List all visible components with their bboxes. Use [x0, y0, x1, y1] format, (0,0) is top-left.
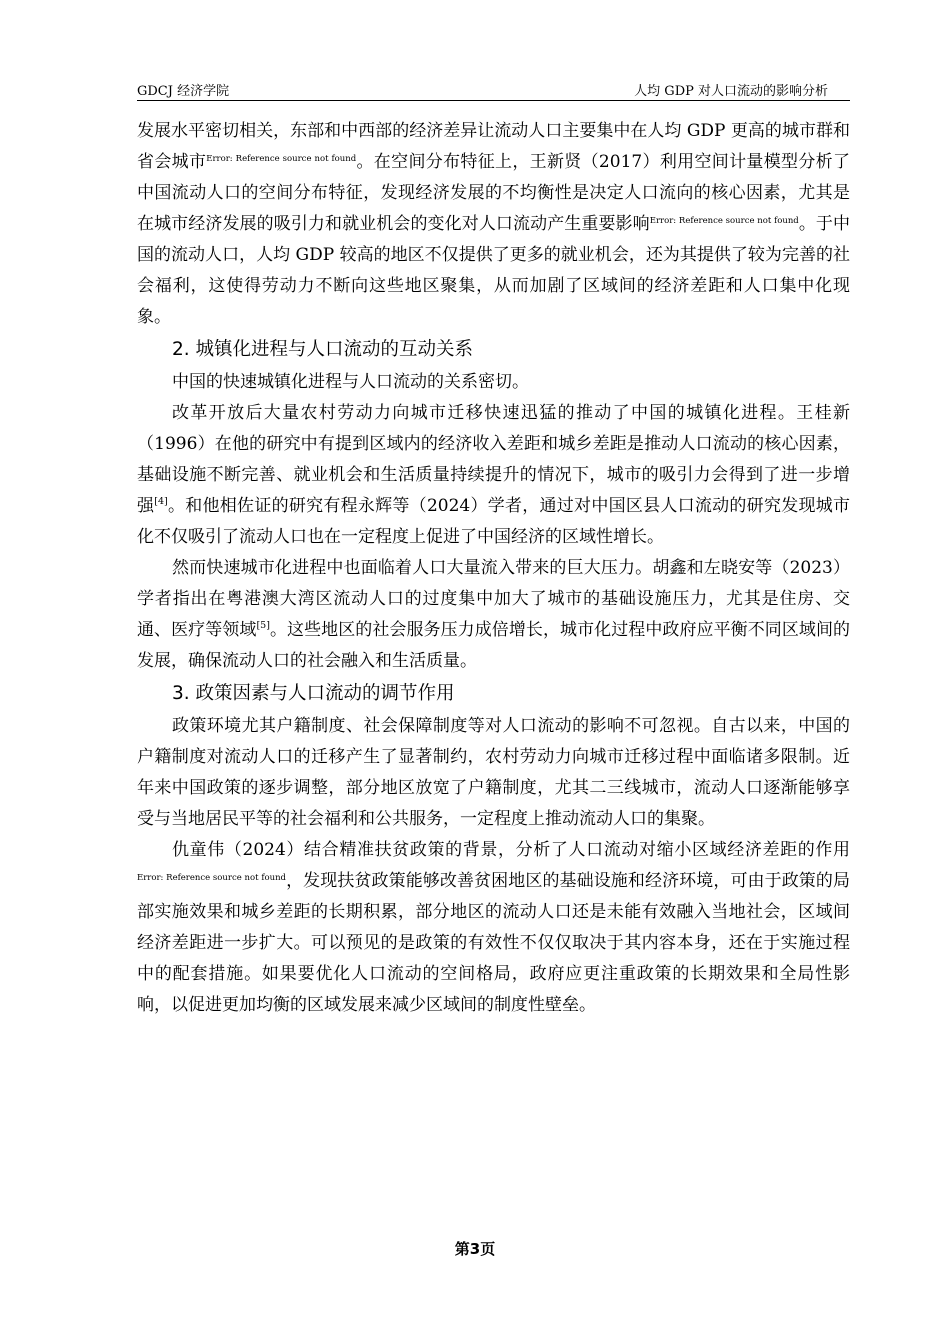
paragraph-1-text-b: 。在空间分布特征上，王新贤（2017）利用空间计量模型分析了中国流动人口的空间分布特征，发现经济发展的不均衡性是决定人口流向的核心因素，尤其是在城市经济发展的吸引力和就业机会的变化对人口流动产生重要影响: [137, 152, 851, 234]
citation-4: [4]: [154, 496, 168, 507]
section-heading-3: 3. 政策因素与人口流动的调节作用: [172, 683, 455, 704]
paragraph-2: 中国的快速城镇化进程与人口流动的关系密切。: [172, 372, 529, 392]
reference-error-2: Error: Reference source not found: [649, 216, 799, 226]
paragraph-1: [137, 116, 850, 333]
reference-error-1: Error: Reference source not found: [206, 154, 357, 164]
reference-error-3: Error: Reference source not found: [137, 873, 286, 883]
header-right-text: 人均 GDP 对人口流动的影响分析: [634, 84, 828, 99]
paragraph-1-text-c: 。于中国的流动人口，人均 GDP 较高的地区不仅提供了更多的就业机会，还为其提供了较为完善的社会福利，这使得劳动力不断向这些地区聚集，从而加剧了区域间的经济差距和人口集中化现象。: [137, 214, 851, 327]
paragraph-5: 政策环境尤其户籍制度、社会保障制度等对人口流动的影响不可忽视。自古以来，中国的户籍制度对流动人口的迁移产生了显著制约，农村劳动力向城市迁移过程中面临诸多限制。近年来中国政策的逐步调整，部分地区放宽了户籍制度，尤其二三线城市，流动人口逐渐能够享受与当地居民平等的社会福利和公共服务，一定程度上推动流动人口的集聚。: [137, 716, 850, 829]
paragraph-3: [137, 398, 850, 553]
paragraph-6-text-a: 仇童伟（2024）结合精准扶贫政策的背景，分析了人口流动对缩小区域经济差距的作用: [172, 840, 850, 860]
page-number: 第3页: [454, 1240, 496, 1258]
citation-5: [5]: [256, 620, 270, 631]
paragraph-6-text-b: ，发现扶贫政策能够改善贫困地区的基础设施和经济环境，可由于政策的局部实施效果和城乡差距的长期积累，部分地区的流动人口还是未能有效融入当地社会，区域间经济差距进一步扩大。可以预见的是政策的有效性不仅仅取决于其内容本身，还在于实施过程中的配套措施。如果要优化人口流动的空间格局，政府应更注重政策的长期效果和全局性影响，以促进更加均衡的区域发展来减少区域间的制度性壁垒。: [137, 871, 850, 1015]
paragraph-1-text-a: 发展水平密切相关，东部和中西部的经济差异让流动人口主要集中在人均 GDP 更高的城市群和省会城市: [137, 121, 850, 172]
header-left-text: GDCJ 经济学院: [137, 84, 230, 99]
paragraph-4-text-b: 。这些地区的社会服务压力成倍增长，城市化过程中政府应平衡不同区域间的发展，确保流动人口的社会融入和生活质量。: [137, 620, 851, 671]
paragraph-4: [137, 553, 850, 677]
paragraph-6: [137, 835, 850, 1021]
paragraph-3-text-b: 。和他相佐证的研究有程永辉等（2024）学者，通过对中国区县人口流动的研究发现城市化不仅吸引了流动人口也在一定程度上促进了中国经济的区域性增长。: [137, 496, 850, 547]
page-header: [137, 78, 850, 101]
paragraph-3-text-a: 改革开放后大量农村劳动力向城市迁移快速迅猛的推动了中国的城镇化进程。王桂新（1996）在他的研究中有提到区域内的经济收入差距和城乡差距是推动人口流动的核心因素，基础设施不断完善、就业机会和生活质量持续提升的情况下，城市的吸引力会得到了进一步增强: [137, 403, 850, 516]
paragraph-4-text-a: 然而快速城市化进程中也面临着人口大量流入带来的巨大压力。胡鑫和左晓安等（2023）学者指出在粤港澳大湾区流动人口的过度集中加大了城市的基础设施压力，尤其是住房、交通、医疗等领域: [137, 558, 850, 640]
section-heading-2: 2. 城镇化进程与人口流动的互动关系: [172, 339, 474, 360]
document-body: [137, 116, 850, 1021]
